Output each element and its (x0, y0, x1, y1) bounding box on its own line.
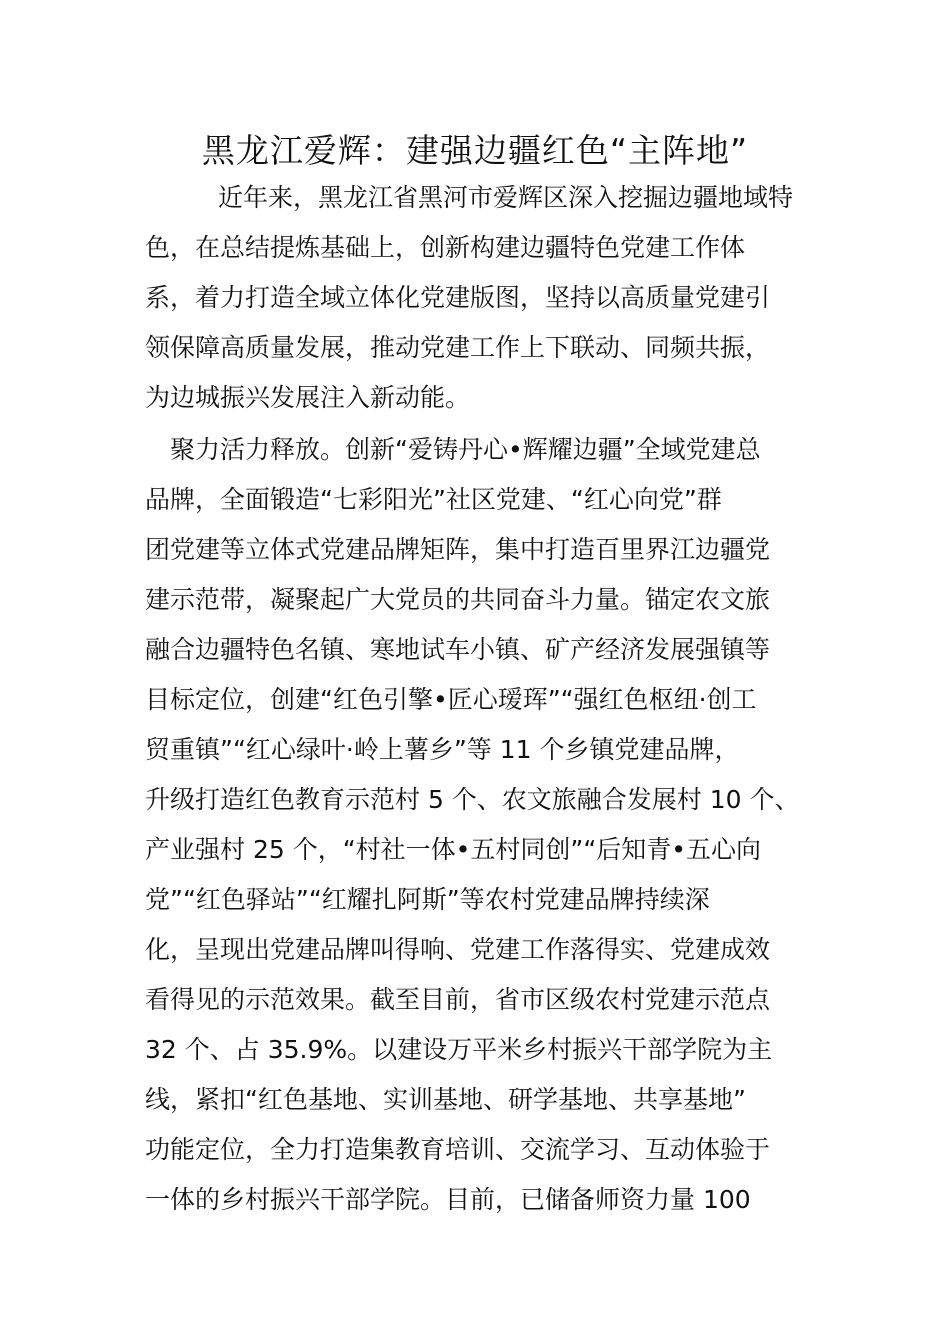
paragraph-2-line-2: 品牌，全面锻造“七彩阳光”社区党建、“红心向党”群 (145, 485, 722, 514)
paragraph-2-line-6: 目标定位，创建“红色引擎•匠心瑷珲”“强红色枢纽·创工 (145, 685, 757, 714)
paragraph-2-line-12: 看得见的示范效果。截至目前，省市区级农村党建示范点 (145, 985, 771, 1014)
document-title: 黑龙江爱辉：建强边疆红色“主阵地” (201, 131, 749, 170)
paragraph-2-line-5: 融合边疆特色名镇、寒地试车小镇、矿产经济发展强镇等 (145, 635, 771, 664)
paragraph-2-line-3: 团党建等立体式党建品牌矩阵，集中打造百里界江边疆党 (145, 535, 771, 564)
paragraph-2-line-8: 升级打造红色教育示范村 5 个、农文旅融合发展村 10 个、 (145, 785, 800, 814)
paragraph-2-line-7: 贸重镇”“红心绿叶·岭上薯乡”等 11 个乡镇党建品牌， (145, 735, 740, 764)
paragraph-2-line-14: 线，紧扣“红色基地、实训基地、研学基地、共享基地” (145, 1085, 746, 1114)
paragraph-2-line-9: 产业强村 25 个，“村社一体•五村同创”“后知青•五心向 (145, 835, 762, 864)
paragraph-2-line-13: 32 个、占 35.9%。以建设万平米乡村振兴干部学院为主 (145, 1035, 773, 1064)
paragraph-2-line-15: 功能定位，全力打造集教育培训、交流学习、互动体验于 (145, 1135, 771, 1164)
paragraph-2-line-11: 化，呈现出党建品牌叫得响、党建工作落得实、党建成效 (145, 935, 771, 964)
paragraph-2-line-4: 建示范带，凝聚起广大党员的共同奋斗力量。锚定农文旅 (145, 585, 771, 614)
paragraph-1-line-3: 系，着力打造全域立体化党建版图，坚持以高质量党建引 (145, 283, 771, 312)
paragraph-1-line-2: 色，在总结提炼基础上，创新构建边疆特色党建工作体 (145, 233, 746, 262)
paragraph-2-line-10: 党”“红色驿站”“红耀扎阿斯”等农村党建品牌持续深 (145, 885, 710, 914)
paragraph-2-line-1: 聚力活力释放。创新“爱铸丹心•辉耀边疆”全域党建总 (170, 435, 761, 464)
paragraph-1-line-1: 近年来，黑龙江省黑河市爱辉区深入挖掘边疆地域特 (218, 183, 794, 212)
paragraph-2-line-16: 一体的乡村振兴干部学院。目前，已储备师资力量 100 (145, 1185, 751, 1214)
paragraph-1-line-4: 领保障高质量发展，推动党建工作上下联动、同频共振， (145, 333, 771, 362)
paragraph-1-line-5: 为边城振兴发展注入新动能。 (145, 383, 471, 412)
